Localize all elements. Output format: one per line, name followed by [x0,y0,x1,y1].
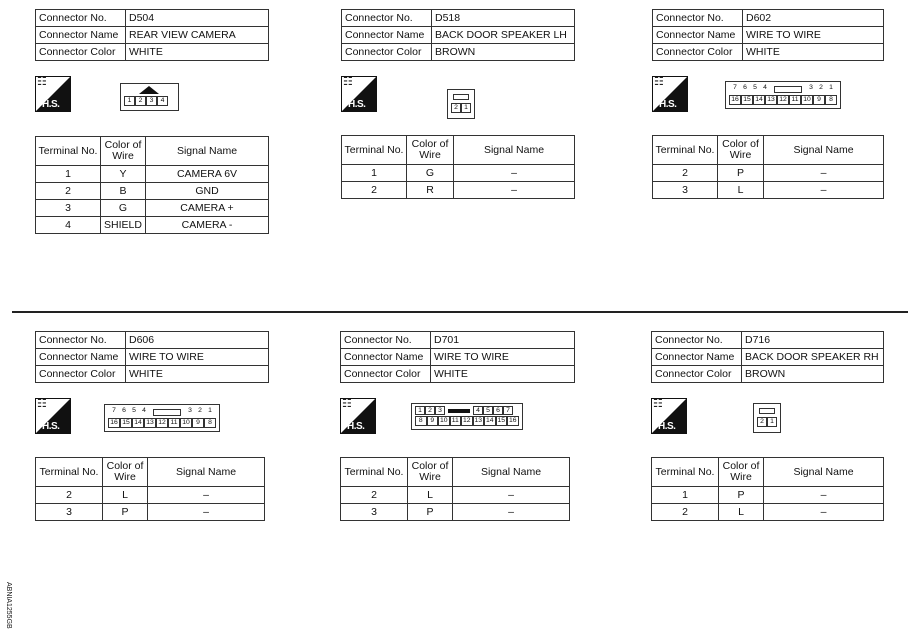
harness-side-icon [652,76,688,112]
pin: 4 [763,84,767,91]
pin: 12 [462,417,471,424]
wire-color-cell: B [101,183,146,200]
connector-no-value: D606 [126,332,269,349]
connector-name-value: WIRE TO WIRE [126,349,269,366]
terminal-no-header: Terminal No. [36,137,101,166]
color-of-wire-header: Color of Wire [407,136,454,165]
signal-name-header: Signal Name [764,136,884,165]
connector-no-value: D504 [126,10,269,27]
terminal-cell: 1 [36,166,101,183]
hs-label: H.S. [347,421,365,432]
pin: 8 [415,416,427,426]
pin: 14 [753,95,765,105]
connector-info-table [340,331,575,383]
terminal-no-header: Terminal No. [342,136,407,165]
harness-side-icon [35,398,71,434]
pin: 2 [757,417,767,427]
table-row [652,487,884,504]
pin: 2 [819,84,823,91]
connector-latch-icon [759,408,775,414]
pin: 13 [144,418,156,428]
color-of-wire-header: Color of Wire [719,458,764,487]
harness-side-icon [35,76,71,112]
connector-block-d602 [652,9,888,196]
pin: 11 [789,95,801,105]
signal-cell: – [764,182,884,199]
connector-face-diagram [753,403,781,433]
section-divider [12,311,908,313]
connector-pins-bottom [757,417,777,427]
harness-side-icon [341,76,377,112]
pin: 5 [132,407,136,414]
wire-color-cell: Y [101,166,146,183]
connector-color-label: Connector Color [653,44,743,61]
color-of-wire-header: Color of Wire [103,458,148,487]
pin: 13 [474,417,483,424]
table-row [36,487,265,504]
color-of-wire-header: Color of Wire [718,136,764,165]
connector-name-value: BACK DOOR SPEAKER LH [432,27,575,44]
connector-no-label: Connector No. [653,10,743,27]
connector-name-value: WIRE TO WIRE [743,27,884,44]
signal-cell: – [764,504,884,521]
connector-no-value: D602 [743,10,884,27]
connector-no-value: D701 [431,332,575,349]
wire-color-cell: L [408,487,453,504]
connector-name-label: Connector Name [341,349,431,366]
connector-face-diagram [120,83,179,111]
signal-cell: GND [146,183,269,200]
pin: 1 [829,84,833,91]
signal-cell: CAMERA + [146,200,269,217]
connector-color-value: WHITE [431,366,575,383]
pin: 4 [473,406,483,415]
color-of-wire-header: Color of Wire [408,458,453,487]
pin: 10 [180,418,192,428]
pin: 2 [451,103,461,113]
terminal-table [341,135,575,199]
table-row [36,166,269,183]
terminal-cell: 4 [36,217,101,234]
wire-color-cell: G [407,165,454,182]
connector-name-label: Connector Name [652,349,742,366]
table-row [342,182,575,199]
pin: 5 [753,84,757,91]
wire-color-cell: P [719,487,764,504]
connector-latch-icon [121,84,178,96]
terminal-cell: 2 [36,183,101,200]
connector-face-diagram [447,89,475,119]
pin: 1 [767,417,777,427]
connector-info-table [651,331,884,383]
terminal-cell: 1 [652,487,719,504]
terminal-cell: 2 [652,504,719,521]
signal-cell: – [454,165,575,182]
pin: 5 [483,406,493,415]
connector-name-value: BACK DOOR SPEAKER RH [742,349,884,366]
manual-book-icon: ☷ [654,76,664,88]
connector-name-value: WIRE TO WIRE [431,349,575,366]
signal-cell: – [454,182,575,199]
pin: 3 [809,84,813,91]
pin: 12 [777,95,789,105]
connector-color-value: WHITE [743,44,884,61]
connector-name-label: Connector Name [342,27,432,44]
connector-pins-bottom [729,95,837,105]
connector-no-value: D716 [742,332,884,349]
pin: 15 [741,95,753,105]
terminal-cell: 3 [341,504,408,521]
connector-color-value: BROWN [432,44,575,61]
connector-no-label: Connector No. [341,332,431,349]
pin: 9 [813,95,825,105]
pin: 8 [204,418,216,428]
pin: 1 [124,96,135,106]
connector-pins-top [109,407,215,416]
terminal-no-header: Terminal No. [341,458,408,487]
pin: 1 [461,103,471,113]
signal-name-header: Signal Name [453,458,570,487]
pin: 2 [198,407,202,414]
pin: 9 [427,416,439,426]
table-row [341,487,570,504]
connector-color-label: Connector Color [36,366,126,383]
pin: 7 [733,84,737,91]
pin: 6 [493,406,503,415]
manual-book-icon: ☷ [653,398,663,410]
pin: 16 [729,95,741,105]
connector-no-label: Connector No. [652,332,742,349]
connector-name-label: Connector Name [36,349,126,366]
connector-block-d716 [651,331,887,518]
manual-book-icon: ☷ [37,398,47,410]
connector-block-d518 [341,9,577,196]
connector-latch-icon [153,409,181,416]
terminal-cell: 3 [36,504,103,521]
terminal-table [35,136,269,234]
signal-cell: CAMERA - [146,217,269,234]
connector-pins-top [730,84,836,93]
connector-info-table [652,9,884,61]
wire-color-cell: P [408,504,453,521]
connector-no-label: Connector No. [342,10,432,27]
connector-face-diagram [725,81,841,109]
connector-color-label: Connector Color [341,366,431,383]
connector-name-label: Connector Name [653,27,743,44]
connector-pins-bottom [108,418,216,428]
table-row [652,504,884,521]
pin: 6 [743,84,747,91]
manual-book-icon: ☷ [37,76,47,88]
connector-block-d504 [35,9,271,231]
color-of-wire-header: Color of Wire [101,137,146,166]
connector-pins-top [415,406,513,415]
wire-color-cell: L [103,487,148,504]
terminal-cell: 1 [342,165,407,182]
connector-no-value: D518 [432,10,575,27]
connector-no-label: Connector No. [36,332,126,349]
pin: 3 [188,407,192,414]
signal-cell: CAMERA 6V [146,166,269,183]
terminal-cell: 3 [653,182,718,199]
terminal-no-header: Terminal No. [653,136,718,165]
pin: 16 [508,417,517,424]
wire-color-cell: R [407,182,454,199]
harness-side-icon [651,398,687,434]
pin: 10 [439,417,448,424]
signal-name-header: Signal Name [454,136,575,165]
pin: 12 [156,418,168,428]
pin: 10 [801,95,813,105]
connector-color-value: WHITE [126,366,269,383]
terminal-cell: 2 [653,165,718,182]
table-row [36,200,269,217]
pin: 3 [146,96,157,106]
signal-name-header: Signal Name [764,458,884,487]
harness-side-icon [340,398,376,434]
pin: 13 [765,95,777,105]
pin: 11 [168,418,180,428]
connector-latch-icon [453,94,469,100]
hs-label: H.S. [658,421,676,432]
signal-cell: – [453,504,570,521]
table-row [342,165,575,182]
pin: 11 [450,416,462,426]
signal-name-header: Signal Name [146,137,269,166]
connector-block-d606 [35,331,271,518]
pin: 15 [120,418,132,428]
connector-color-label: Connector Color [342,44,432,61]
wire-color-cell: L [718,182,764,199]
terminal-cell: 2 [36,487,103,504]
hs-label: H.S. [348,99,366,110]
terminal-table [340,457,570,521]
pin: 16 [108,418,120,428]
table-row [653,165,884,182]
pin: 1 [208,407,212,414]
terminal-no-header: Terminal No. [36,458,103,487]
connector-face-diagram [411,403,523,430]
pin: 8 [825,95,837,105]
pin: 9 [192,418,204,428]
terminal-table [652,135,884,199]
connector-pins-bottom [415,416,519,426]
signal-cell: – [148,487,265,504]
pin: 7 [112,407,116,414]
table-row [653,182,884,199]
connector-color-label: Connector Color [652,366,742,383]
connector-color-label: Connector Color [36,44,126,61]
manual-book-icon: ☷ [343,76,353,88]
connector-pins-bottom [451,103,471,113]
signal-cell: – [148,504,265,521]
table-row [36,183,269,200]
wire-color-cell: L [719,504,764,521]
connector-no-label: Connector No. [36,10,126,27]
signal-cell: – [764,487,884,504]
connector-info-table [35,9,269,61]
terminal-no-header: Terminal No. [652,458,719,487]
hs-label: H.S. [42,99,60,110]
connector-face-diagram [104,404,220,432]
signal-cell: – [453,487,570,504]
pin: 6 [122,407,126,414]
connector-info-table [35,331,269,383]
pin: 2 [425,406,435,415]
terminal-cell: 2 [342,182,407,199]
signal-name-header: Signal Name [148,458,265,487]
connector-name-value: REAR VIEW CAMERA [126,27,269,44]
pin: 14 [485,417,494,424]
pin: 4 [157,96,168,106]
connector-block-d701 [340,331,576,518]
terminal-table [35,457,265,521]
wire-color-cell: SHIELD [101,217,146,234]
hs-label: H.S. [42,421,60,432]
table-row [36,504,265,521]
pin: 2 [135,96,146,106]
pin: 14 [132,418,144,428]
wire-color-cell: G [101,200,146,217]
terminal-cell: 3 [36,200,101,217]
manual-book-icon: ☷ [342,398,352,410]
pin: 4 [142,407,146,414]
hs-label: H.S. [659,99,677,110]
table-row [36,217,269,234]
pin: 3 [435,406,445,415]
pin: 1 [415,406,425,415]
connector-name-label: Connector Name [36,27,126,44]
pin: 7 [503,406,513,415]
connector-color-value: WHITE [126,44,269,61]
pin: 15 [497,417,506,424]
connector-pins-bottom [124,96,168,106]
terminal-cell: 2 [341,487,408,504]
connector-info-table [341,9,575,61]
connector-latch-icon [774,86,802,93]
terminal-table [651,457,884,521]
table-row [341,504,570,521]
connector-color-value: BROWN [742,366,884,383]
figure-code: ABNIA1255GB [5,582,12,629]
connector-latch-icon [448,409,470,413]
signal-cell: – [764,165,884,182]
wire-color-cell: P [103,504,148,521]
wire-color-cell: P [718,165,764,182]
